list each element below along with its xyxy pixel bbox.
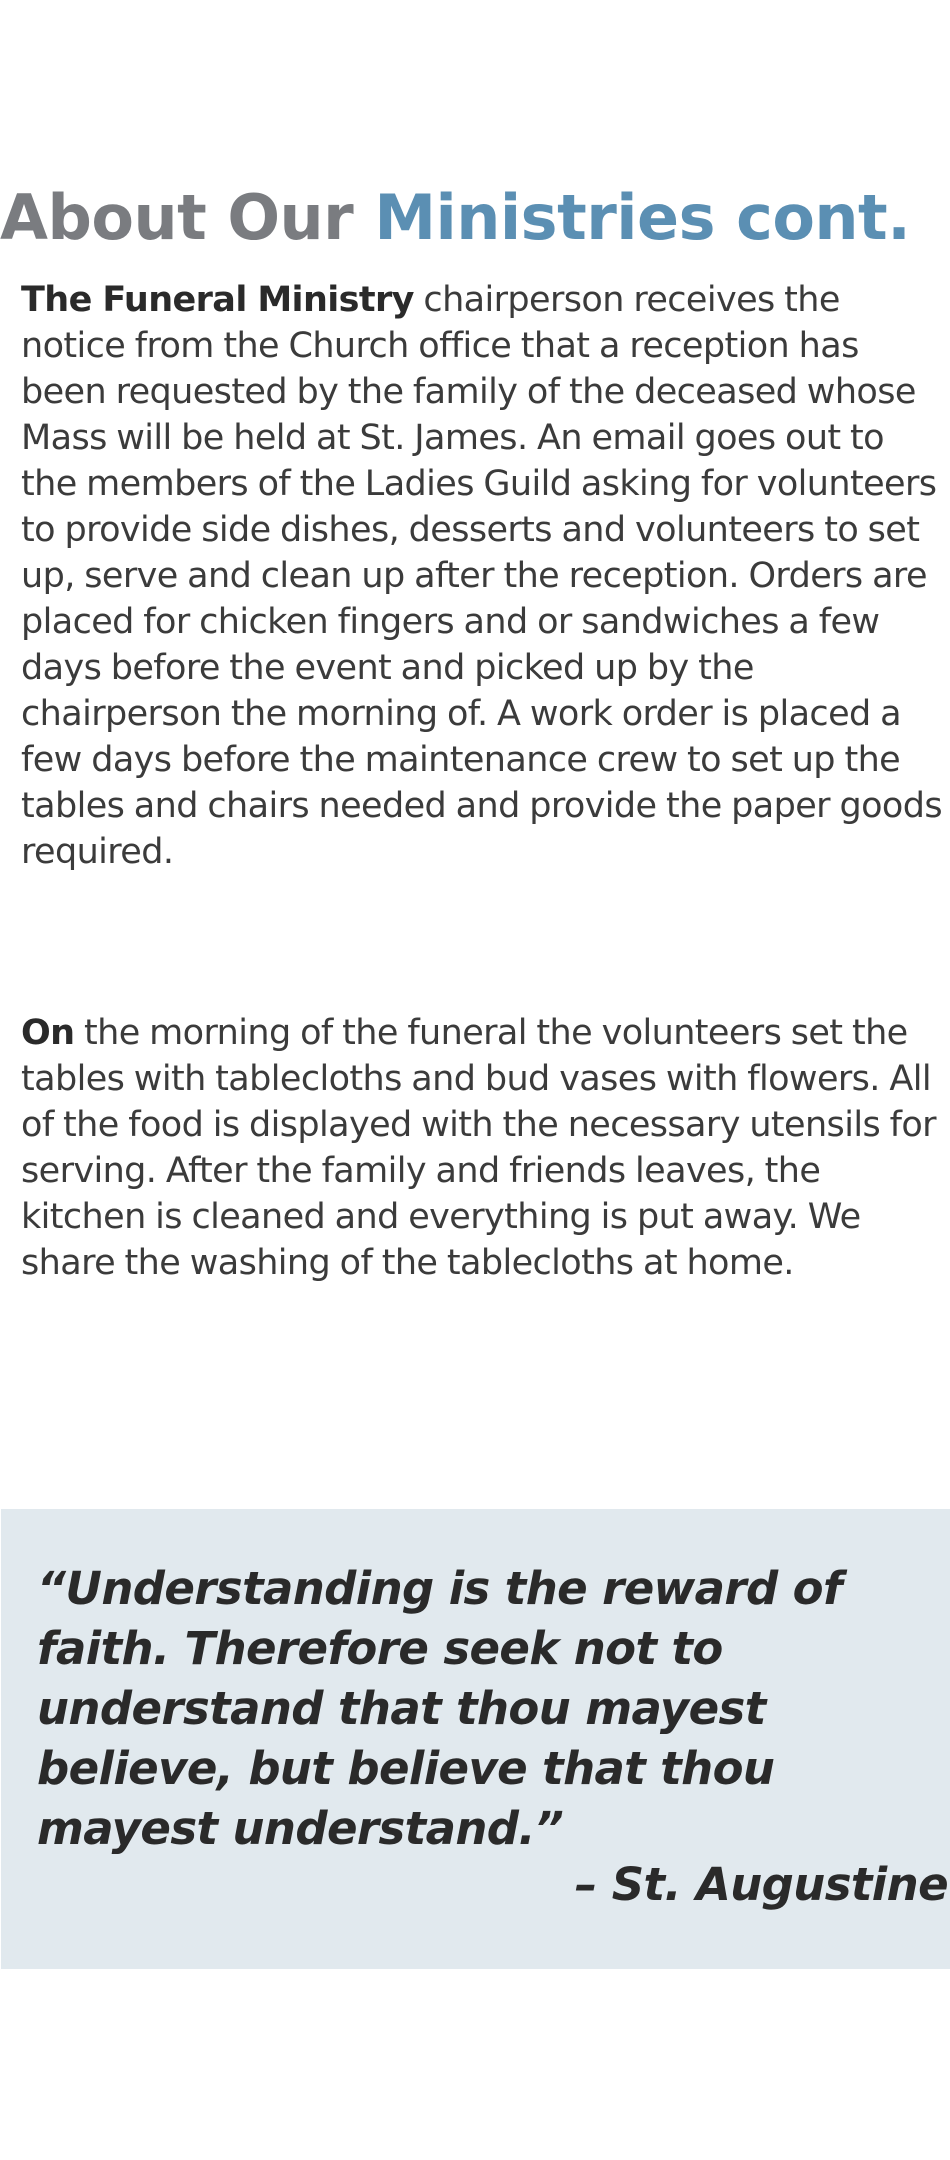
- funeral-ministry-heading: The Funeral Ministry: [21, 280, 414, 320]
- funeral-day-text: the morning of the funeral the volunteers set the tables with tablecloths and bud vases with flowers. All of the food is displayed with the necessary utensils for serving. After the family and friends leaves, the kitchen is cleaned and everything is put away. We share the washing of the tablecloths at home.: [21, 1013, 936, 1283]
- funeral-ministry-paragraph: [21, 277, 946, 875]
- funeral-ministry-text: chairperson receives the notice from the Church office that a reception has been requested by the family of the deceased whose Mass will be held at St. James. An email goes out to the members of the Ladies Guild asking for volunteers to provide side dishes, desserts and volunteers to set up, serve and clean up after the reception. Orders are placed for chicken fingers and or sandwiches a few days before the event and picked up by the chairperson the morning of. A work order is placed a few days before the maintenance crew to set up the tables and chairs needed and provide the paper goods required.: [21, 280, 942, 872]
- page-title: [0, 178, 950, 258]
- page-title-accent: Ministries cont.: [374, 181, 911, 254]
- quote-text: “Understanding is the reward of faith. Therefore seek not to understand that thou mayest believe, but believe that thou mayest understand.”: [37, 1562, 842, 1855]
- quote-box: [1, 1509, 950, 1969]
- funeral-day-lead: On: [21, 1013, 75, 1053]
- quote-author: – St. Augustine: [574, 1858, 948, 1911]
- page-title-primary: About Our: [0, 181, 375, 254]
- funeral-day-paragraph: [21, 1010, 946, 1286]
